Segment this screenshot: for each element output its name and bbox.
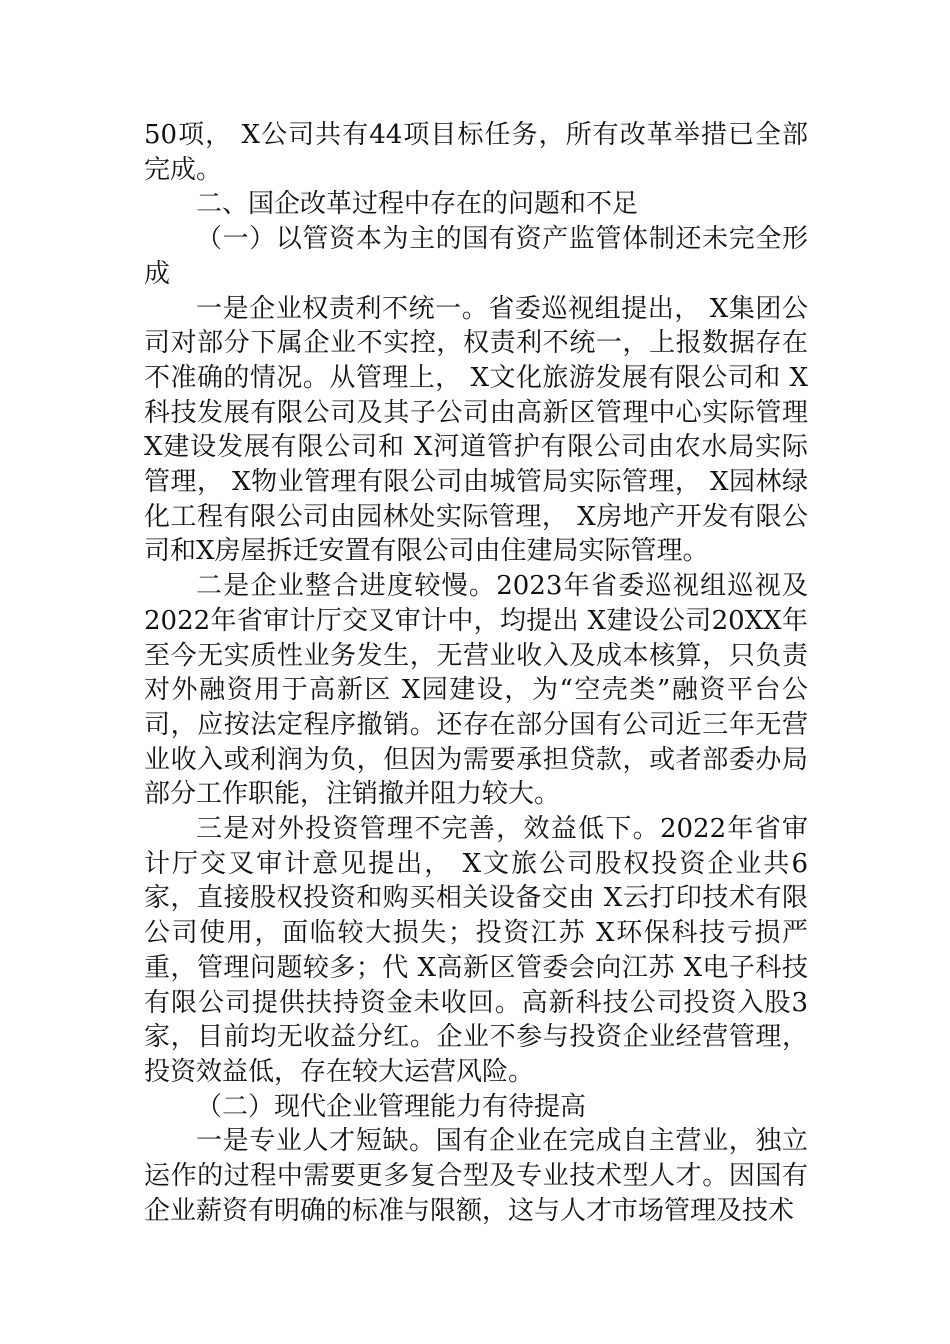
paragraph-talent-shortage: 一是专业人才短缺。国有企业在完成自主营业，独立运作的过程中需要更多复合型及专业技术型人才。因国有企业薪资有明确的标准与限额，这与人才市场管理及技术	[144, 1126, 808, 1226]
paragraph-investment-management: 三是对外投资管理不完善，效益低下。2022年省审计厅交叉审计意见提出， X文旅公司股权投资企业共6家，直接股权投资和购买相关设备交由 X云打印技术有限公司使用，面临较大损失；投资江苏 X环保科技亏损严重，管理问题较多；代 X高新区管委会向江苏 X电子科技有限公司提供扶持资金未收回。高新科技公司投资入股3家，目前均无收益分红。企业不参与投资企业经营管理，投资效益低，存在较大运营风险。	[144, 814, 808, 1087]
document-body	[144, 118, 808, 1229]
paragraph-rights-responsibilities: 一是企业权责利不统一。省委巡视组提出， X集团公司对部分下属企业不实控，权责利不统一，上报数据存在不准确的情况。从管理上， X文化旅游发展有限公司和 X科技发展有限公司及其子公司由高新区管理中心实际管理 X建设发展有限公司和 X河道管护有限公司由农水局实际管理， X物业管理有限公司由城管局实际管理， X园林绿化工程有限公司由园林处实际管理， X房地产开发有限公司和X房屋拆迁安置有限公司由住建局实际管理。	[144, 293, 808, 567]
section-heading-2: 二、国企改革过程中存在的问题和不足	[196, 189, 639, 220]
subsection-heading-1: （一）以管资本为主的国有资产监管体制还未完全形成	[144, 224, 808, 289]
paragraph-integration-progress: 二是企业整合进度较慢。2023年省委巡视组巡视及2022年省审计厅交叉审计中，均提出 X建设公司20XX年至今无实质性业务发生，无营业收入及成本核算，只负责对外融资用于高新区 X园建设，为“空壳类”融资平台公司，应按法定程序撤销。还存在部分国有公司近三年无营业收入或利润为负，但因为需要承担贷款，或者部委办局部分工作职能，注销撤并阻力较大。	[144, 571, 808, 810]
subsection-heading-2: （二）现代企业管理能力有待提高	[196, 1091, 587, 1122]
paragraph-continuation: 50项， X公司共有44项目标任务，所有改革举措已全部完成。	[144, 120, 808, 185]
